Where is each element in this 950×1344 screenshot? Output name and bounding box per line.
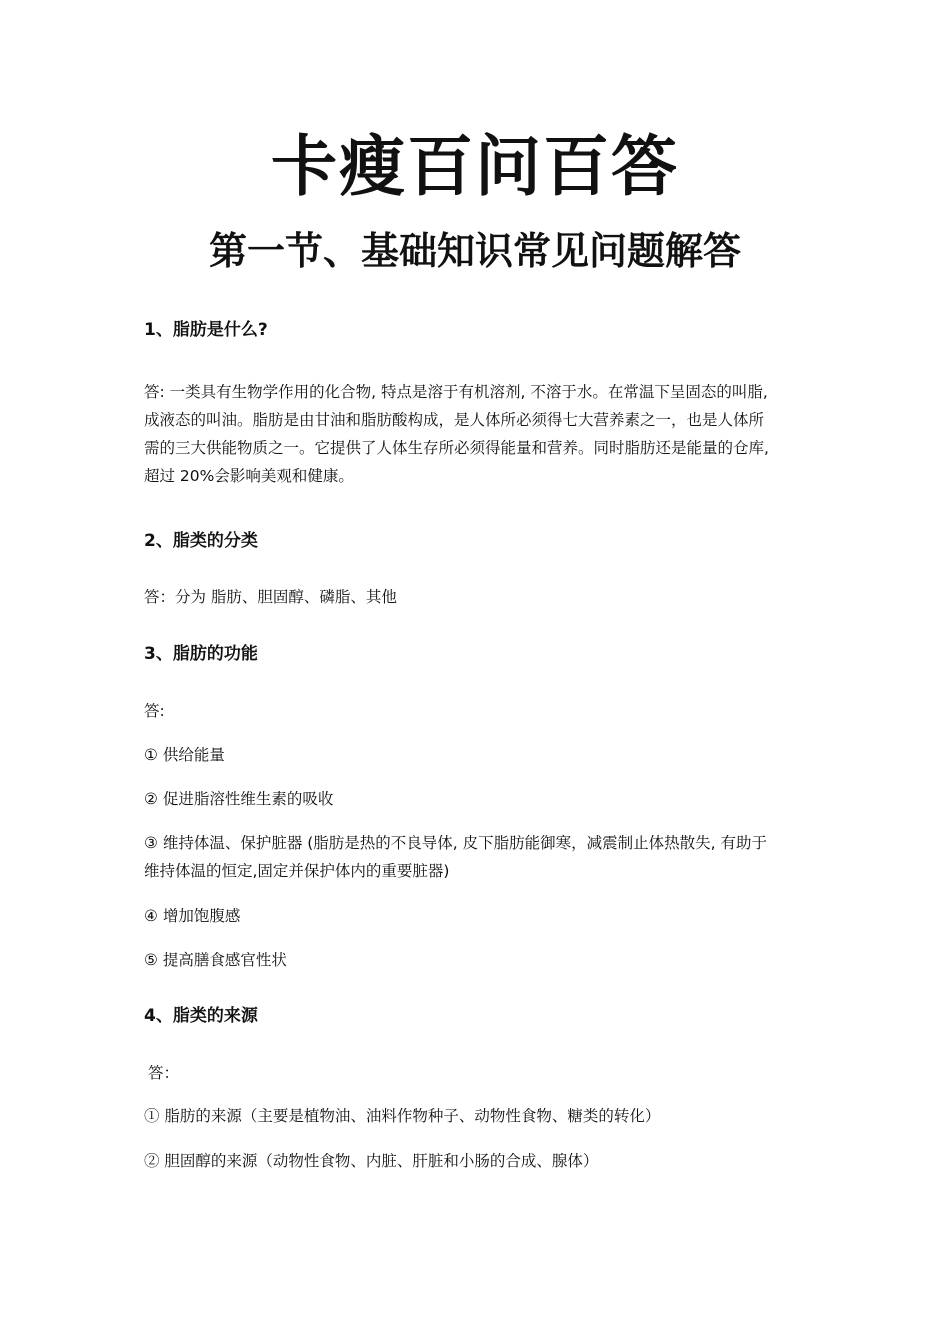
question-4-answer-label: 答： [148,1064,180,1082]
question-4-heading: 4、脂类的来源 [144,1006,258,1026]
section-title: 第一节、基础知识常见问题解答 [208,228,741,273]
answer-line: 超过 20%会影响美观和健康。 [144,467,354,485]
function-item-2: ② 促进脂溶性维生素的吸收 [144,790,334,808]
answer-line: 需的三大供能物质之一。它提供了人体生存所必须得能量和营养。同时脂肪还是能量的仓库, [144,439,769,457]
function-item-1: ① 供给能量 [144,746,225,764]
function-item-4: ④ 增加饱腹感 [144,907,241,925]
source-item-1: ① 脂肪的来源（主要是植物油、油料作物种子、动物性食物、糖类的转化） [144,1107,661,1125]
question-2-heading: 2、脂类的分类 [144,531,258,551]
question-1-answer [144,378,814,490]
function-item-3: ③ 维持体温、保护脏器 (脂肪是热的不良导体, 皮下脂肪能御寒，减震制止体热散失, 有助于 [144,834,768,852]
question-3-heading: 3、脂肪的功能 [144,644,258,664]
question-1-heading: 1、脂肪是什么? [144,320,268,340]
question-2-answer: 答：分为 脂肪、胆固醇、磷脂、其他 [144,588,397,606]
question-3-answer-label: 答: [144,702,165,720]
source-item-2: ② 胆固醇的来源（动物性食物、内脏、肝脏和小肠的合成、腺体） [144,1152,599,1170]
answer-line: 成液态的叫油。脂肪是由甘油和脂肪酸构成，是人体所必须得七大营养素之一，也是人体所 [144,411,765,429]
document-title: 卡瘦百问百答 [271,127,679,205]
function-item-3-continued: 维持体温的恒定,固定并保护体内的重要脏器) [144,862,450,880]
answer-line: 答: 一类具有生物学作用的化合物, 特点是溶于有机溶剂, 不溶于水。在常温下呈固态的叫脂, [144,383,768,401]
function-item-5: ⑤ 提高膳食感官性状 [144,951,287,969]
